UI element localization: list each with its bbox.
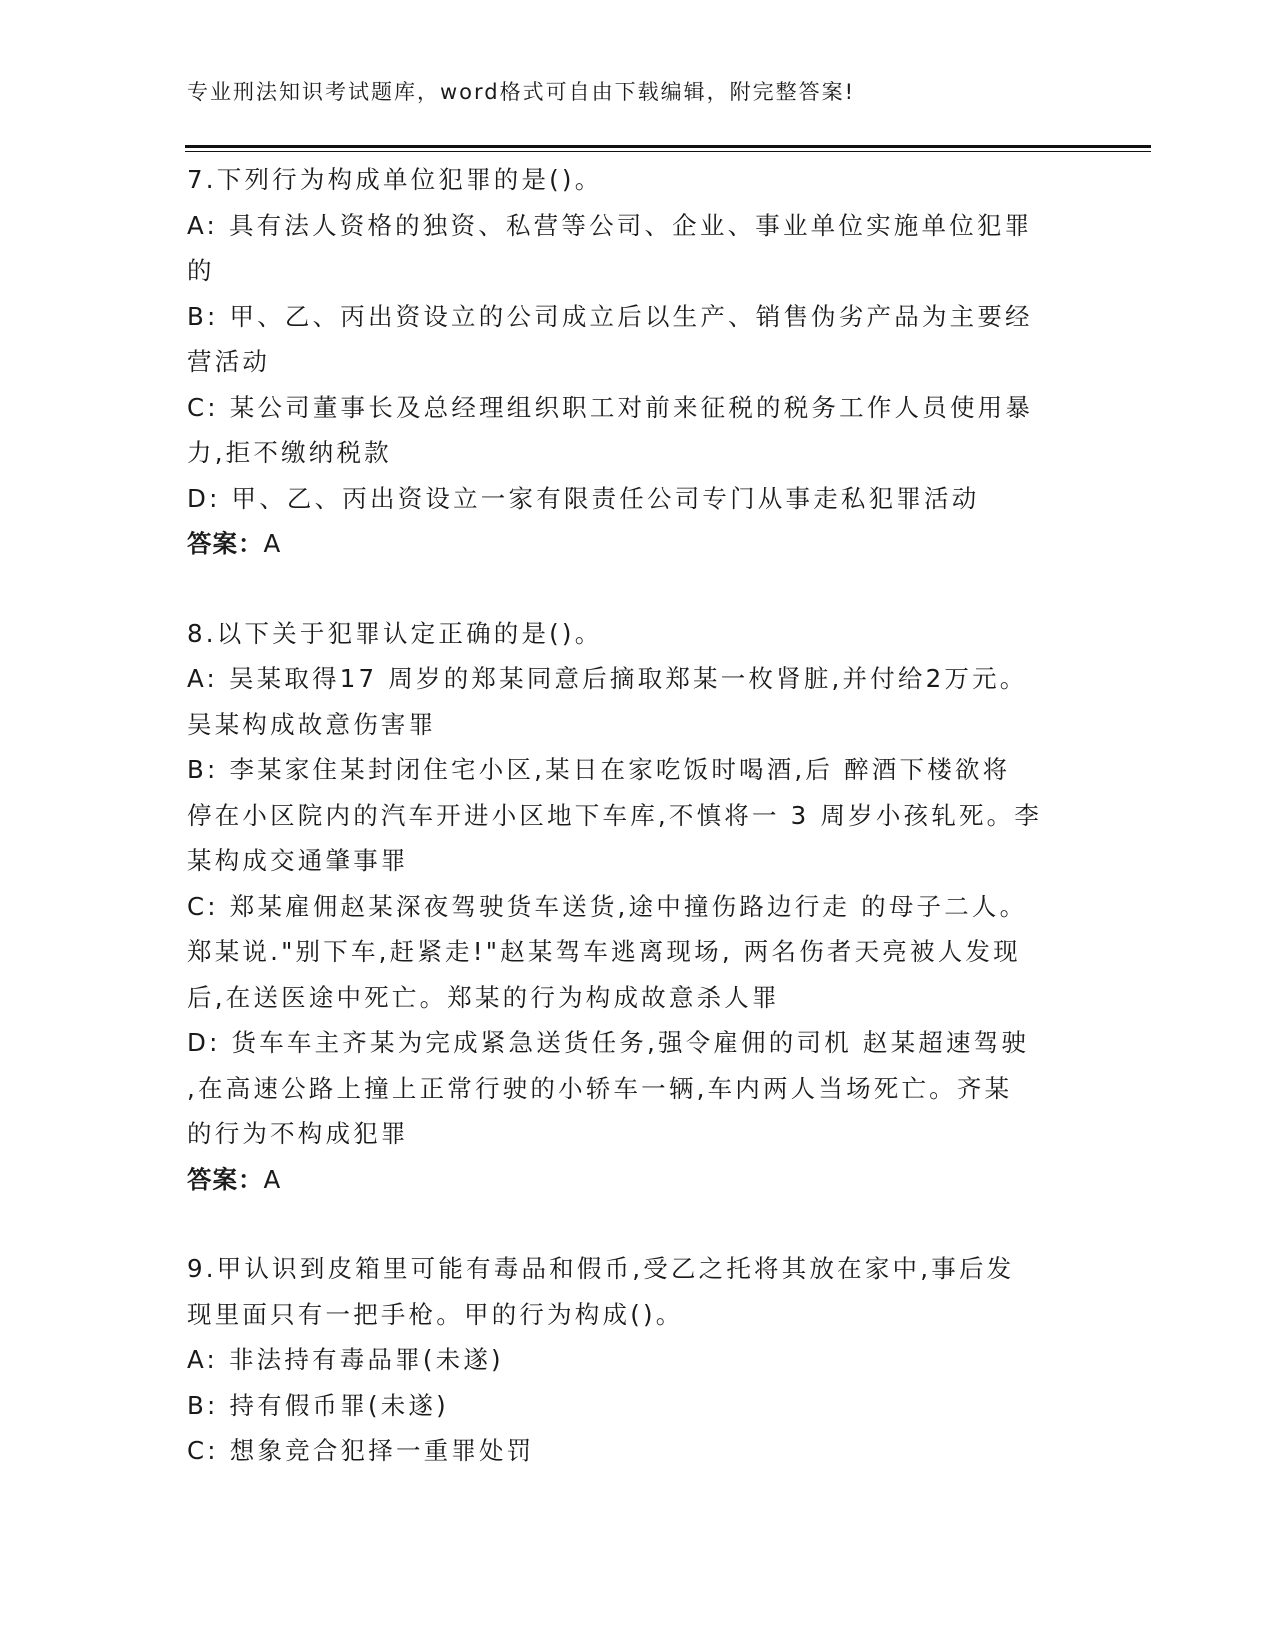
option-c: C: 某公司董事长及总经理组织职工对前来征税的税务工作人员使用暴 [187,392,1034,422]
option-a-continued: 的 [187,256,215,285]
option-a: A: 非法持有毒品罪(未遂) [187,1345,504,1374]
option-d: D: 货车车主齐某为完成紧急送货任务,强令雇佣的司机 赵某超速驾驶 [187,1028,1030,1057]
option-a: A: 具有法人资格的独资、私营等公司、企业、事业单位实施单位犯罪 [187,210,1033,240]
question-stem: 9.甲认识到皮箱里可能有毒品和假币,受乙之托将其放在家中,事后发 [187,1254,1015,1283]
question-9 [187,1246,1087,1474]
question-list [187,157,1087,1474]
header-rule-thick [185,145,1151,148]
option-c-continued: 后,在送医途中死亡。郑某的行为构成故意杀人罪 [187,982,780,1012]
spacer [187,1202,1087,1246]
answer-value: A [263,1164,282,1194]
option-c: C: 郑某雇佣赵某深夜驾驶货车送货,途中撞伤路边行走 的母子二人。 [187,891,1028,921]
question-7 [187,157,1087,567]
option-b-continued: 营活动 [187,347,271,376]
answer-value: A [263,529,282,558]
option-c: C: 想象竞合犯择一重罪处罚 [187,1436,535,1465]
answer-label: 答案： [187,529,264,558]
option-b: B: 持有假币罪(未遂) [187,1390,449,1420]
answer-label: 答案： [187,1164,264,1194]
header-rule-thin [185,151,1151,152]
question-stem-continued: 现里面只有一把手枪。甲的行为构成()。 [187,1299,684,1329]
option-a-continued: 吴某构成故意伤害罪 [187,709,437,739]
option-b-continued: 停在小区院内的汽车开进小区地下车库,不慎将一 3 周岁小孩轧死。李 [187,800,1043,830]
answer-line [187,1157,1087,1203]
question-8 [187,611,1087,1203]
option-d-continued: ,在高速公路上撞上正常行驶的小轿车一辆,车内两人当场死亡。齐某 [187,1073,1013,1103]
option-c-continued: 郑某说."别下车,赶紧走!"赵某驾车逃离现场, 两名伤者天亮被人发现 [187,937,1021,966]
option-d-continued: 的行为不构成犯罪 [187,1119,409,1148]
question-stem: 8.以下关于犯罪认定正确的是()。 [187,618,603,648]
question-stem: 7.下列行为构成单位犯罪的是()。 [187,165,603,194]
option-b: B: 甲、乙、丙出资设立的公司成立后以生产、销售伪劣产品为主要经 [187,301,1033,331]
option-d: D: 甲、乙、丙出资设立一家有限责任公司专门从事走私犯罪活动 [187,483,980,513]
page-header: 专业刑法知识考试题库，word格式可自由下载编辑，附完整答案! [187,80,856,104]
option-a: A: 吴某取得17 周岁的郑某同意后摘取郑某一枚肾脏,并付给2万元。 [187,664,1028,693]
option-c-continued: 力,拒不缴纳税款 [187,438,392,467]
answer-line [187,521,1087,567]
option-b: B: 李某家住某封闭住宅小区,某日在家吃饭时喝酒,后 醉酒下楼欲将 [187,755,1011,784]
spacer [187,567,1087,611]
option-b-continued: 某构成交通肇事罪 [187,846,409,875]
